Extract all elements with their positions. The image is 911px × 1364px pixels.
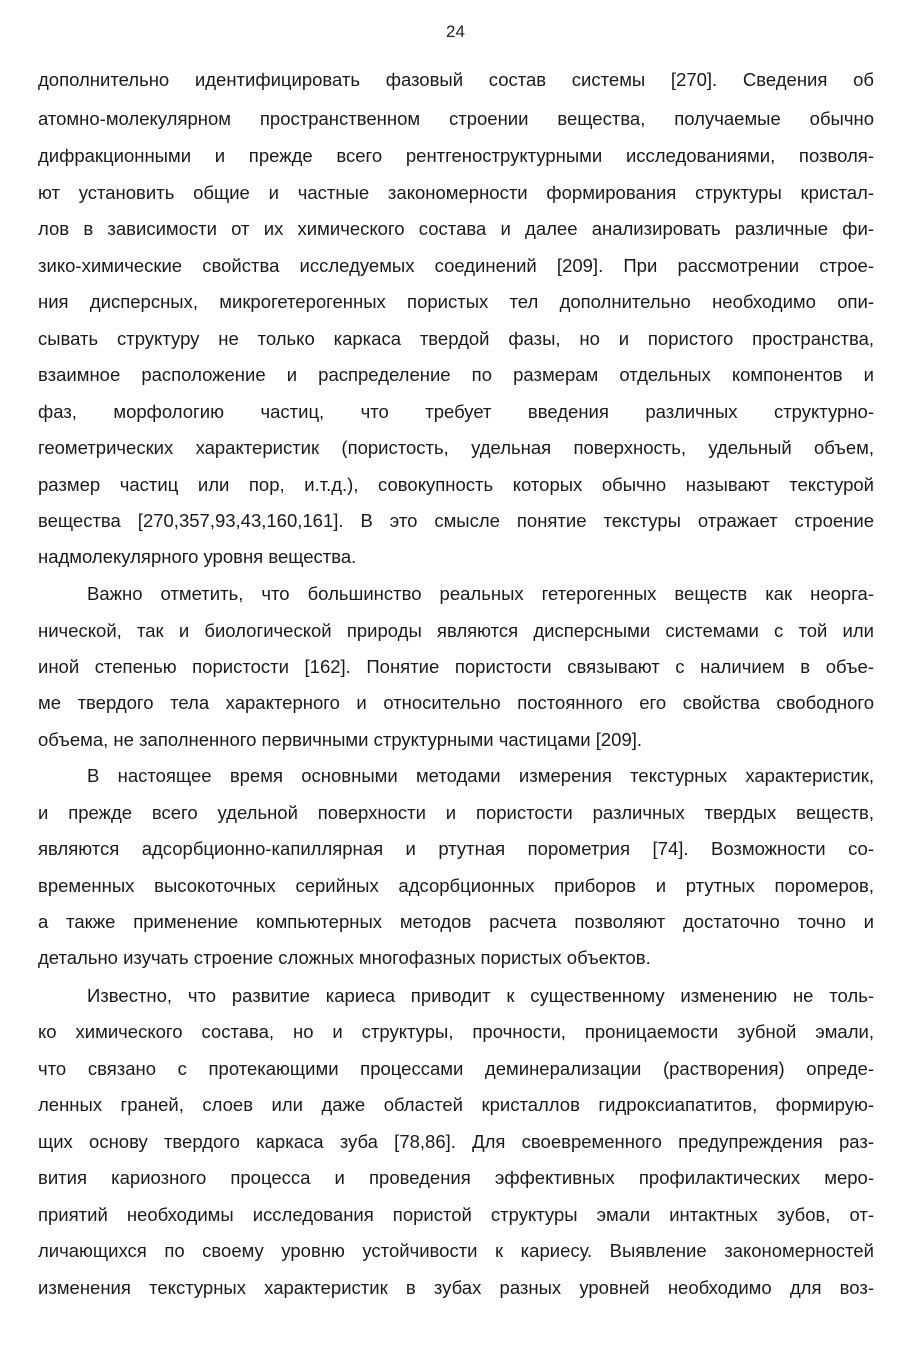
text-line: лов в зависимости от их химического состава и далее анализировать различные фи- (38, 218, 874, 239)
text-line: что связано с протекающими процессами деминерализации (растворения) опреде- (38, 1058, 874, 1079)
text-line: фаз, морфологию частиц, что требует введения различных структурно- (38, 401, 874, 422)
text-line: взаимное расположение и распределение по размерам отдельных компонентов и (38, 364, 874, 385)
text-line: ют установить общие и частные закономерности формирования структуры кристал- (38, 182, 874, 203)
text-line: щих основу твердого каркаса зуба [78,86]. Для своевременного предупреждения раз- (38, 1131, 874, 1152)
text-line: приятий необходимы исследования пористой структуры эмали интактных зубов, от- (38, 1204, 874, 1225)
text-line: дополнительно идентифицировать фазовый состав системы [270]. Сведения об (38, 69, 874, 90)
text-line: В настоящее время основными методами измерения текстурных характеристик, (87, 765, 874, 786)
text-line: изменения текстурных характеристик в зубах разных уровней необходимо для воз- (38, 1277, 874, 1298)
text-line: нической, так и биологической природы являются дисперсными системами с той или (38, 620, 874, 641)
text-line: вития кариозного процесса и проведения эффективных профилактических меро- (38, 1167, 874, 1188)
text-line: временных высокоточных серийных адсорбционных приборов и ртутных поромеров, (38, 875, 874, 896)
text-line: являются адсорбционно-капиллярная и ртутная порометрия [74]. Возможности со- (38, 838, 874, 859)
text-line: атомно-молекулярном пространственном строении вещества, получаемые обычно (38, 108, 874, 129)
text-line: сывать структуру не только каркаса твердой фазы, но и пористого пространства, (38, 328, 874, 349)
text-line: дифракционными и прежде всего рентгеноструктурными исследованиями, позволя- (38, 145, 874, 166)
text-line: Известно, что развитие кариеса приводит к существенному изменению не толь- (87, 985, 874, 1006)
text-line: личающихся по своему уровню устойчивости к кариесу. Выявление закономерностей (38, 1240, 874, 1261)
text-line: надмолекулярного уровня вещества. (38, 546, 357, 567)
text-line: и прежде всего удельной поверхности и пористости различных твердых веществ, (38, 802, 874, 823)
text-line: иной степенью пористости [162]. Понятие пористости связывают с наличием в объе- (38, 656, 874, 677)
text-line: Важно отметить, что большинство реальных гетерогенных веществ как неорга- (87, 583, 874, 604)
text-line: а также применение компьютерных методов расчета позволяют достаточно точно и (38, 911, 874, 932)
text-line: детально изучать строение сложных многофазных пористых объектов. (38, 947, 651, 968)
text-line: ме твердого тела характерного и относительно постоянного его свойства свободного (38, 692, 874, 713)
text-line: зико-химические свойства исследуемых соединений [209]. При рассмотрении строе- (38, 255, 874, 276)
text-line: ния дисперсных, микрогетерогенных пористых тел дополнительно необходимо опи- (38, 291, 874, 312)
page-number: 24 (446, 22, 465, 41)
text-line: ленных граней, слоев или даже областей кристаллов гидроксиапатитов, формирую- (38, 1094, 874, 1115)
text-line: ко химического состава, но и структуры, прочности, проницаемости зубной эмали, (38, 1021, 874, 1042)
text-line: размер частиц или пор, и.т.д.), совокупность которых обычно называют текстурой (38, 474, 874, 495)
text-line: объема, не заполненного первичными структурными частицами [209]. (38, 729, 643, 750)
text-line: вещества [270,357,93,43,160,161]. В это смысле понятие текстуры отражает строение (38, 510, 874, 531)
text-line: геометрических характеристик (пористость, удельная поверхность, удельный объем, (38, 437, 874, 458)
